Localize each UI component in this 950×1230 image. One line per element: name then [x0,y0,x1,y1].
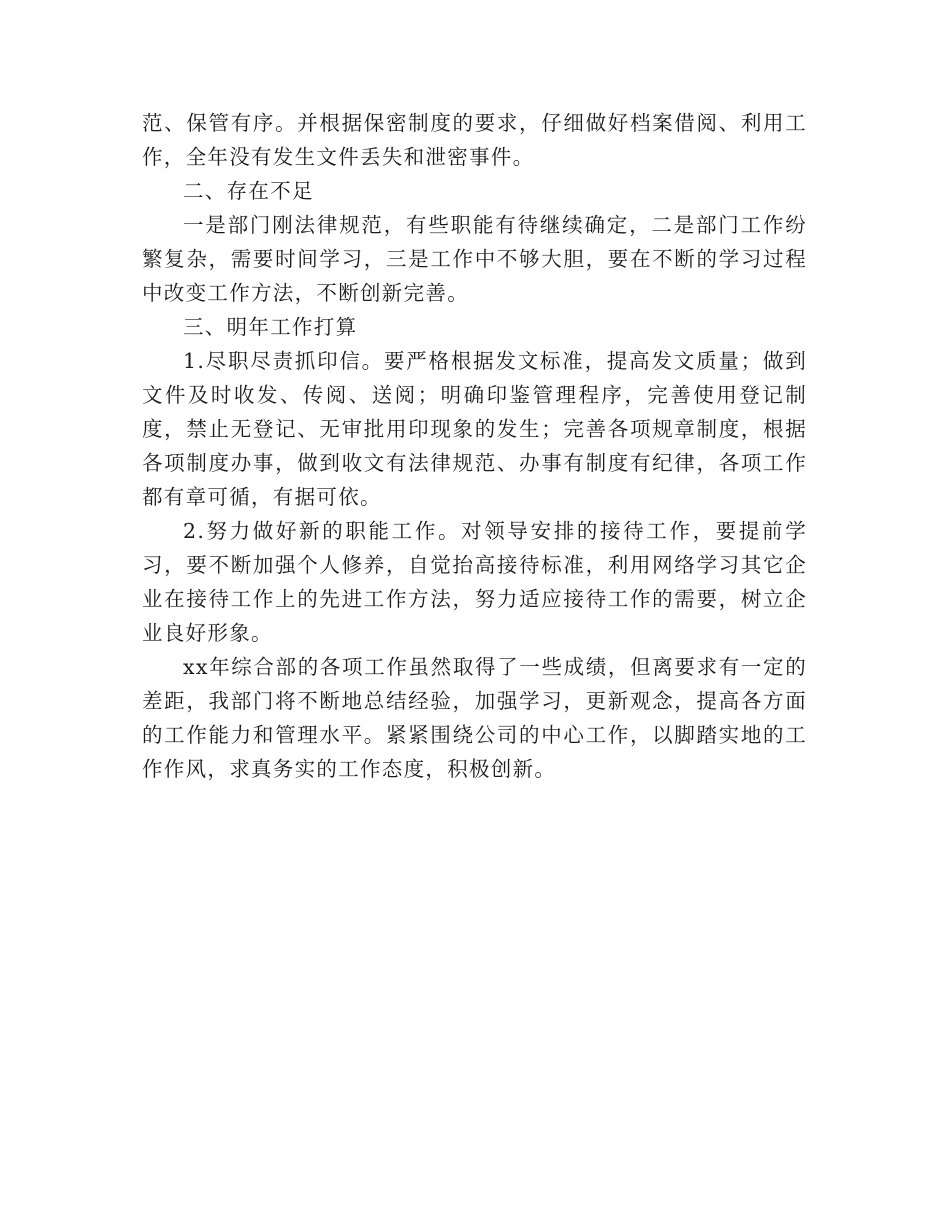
paragraph-plan-item-2: 2.努力做好新的职能工作。对领导安排的接待工作，要提前学习，要不断加强个人修养，自觉抬高接待标准，利用网络学习其它企业在接待工作上的先进工作方法，努力适应接待工作的需要，树立企业良好形象。 [142,519,807,645]
paragraph-plan-item-1: 1.尽职尽责抓印信。要严格根据发文标准，提高发文质量；做到文件及时收发、传阅、送阅；明确印鉴管理程序，完善使用登记制度，禁止无登记、无审批用印现象的发生；完善各项规章制度，根据各项制度办事，做到收文有法律规范、办事有制度有纪律，各项工作都有章可循，有据可依。 [142,349,807,509]
section-heading-next-year-plan: 三、明年工作打算 [183,315,358,339]
section-heading-shortcomings: 二、存在不足 [183,179,314,203]
paragraph-continuation: 范、保管有序。并根据保密制度的要求，仔细做好档案借阅、利用工作，全年没有发生文件丢失和泄密事件。 [142,111,807,169]
paragraph-conclusion: xx年综合部的各项工作虽然取得了一些成绩，但离要求有一定的差距，我部门将不断地总结经验，加强学习，更新观念，提高各方面的工作能力和管理水平。紧紧围绕公司的中心工作，以脚踏实地的工作作风，求真务实的工作态度，积极创新。 [142,655,807,781]
paragraph-shortcomings: 一是部门刚法律规范，有些职能有待继续确定，二是部门工作纷繁复杂，需要时间学习，三是工作中不够大胆，要在不断的学习过程中改变工作方法，不断创新完善。 [142,213,807,305]
document-body [142,106,807,786]
